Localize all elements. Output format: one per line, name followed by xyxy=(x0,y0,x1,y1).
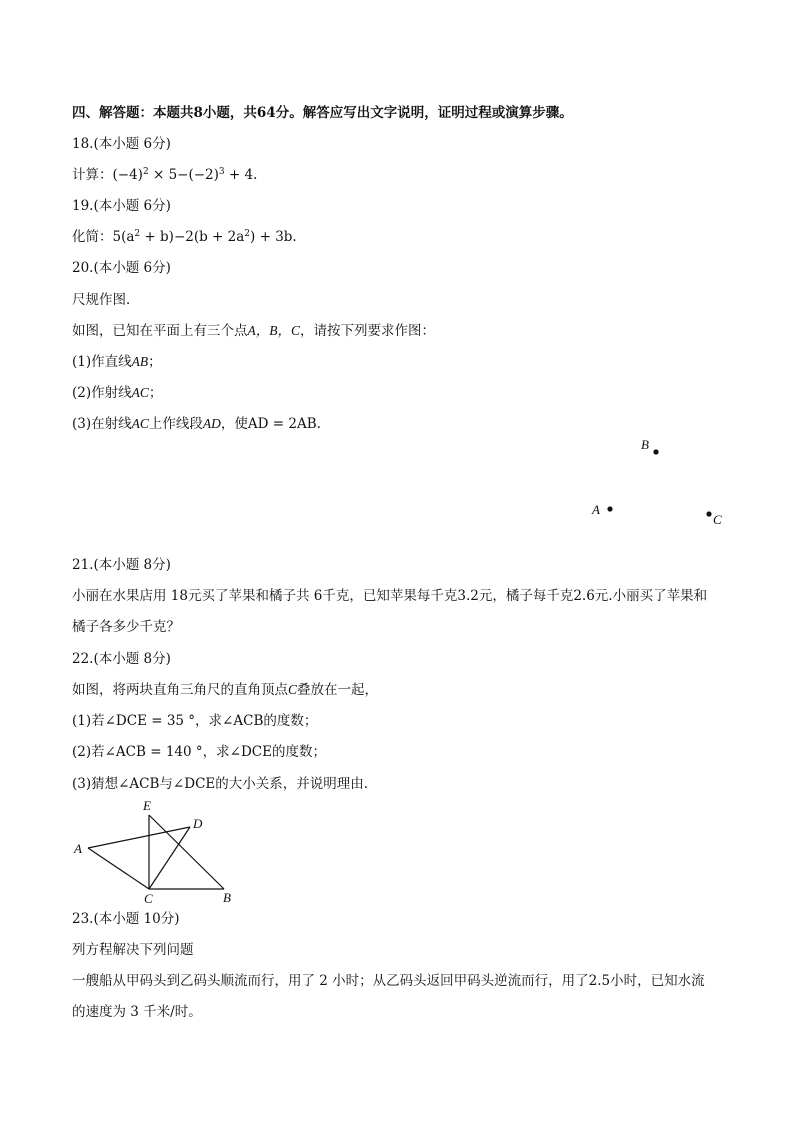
q22-label-e: E xyxy=(143,798,151,813)
q23-title: 列方程解决下列问题 xyxy=(72,942,194,958)
section-header: 四、解答题：本题共8小题，共64分。解答应写出文字说明，证明过程或演算步骤。 xyxy=(72,105,573,121)
q20-item-3: (3)在射线AC上作线段AD，使AD = 2AB. xyxy=(72,416,321,432)
q22-segment-ac xyxy=(88,848,149,889)
q23-heading: 23.(本小题 10分) xyxy=(72,911,180,927)
q20-heading: 20.(本小题 6分) xyxy=(72,260,171,276)
q20-item-1: (1)作直线AB； xyxy=(72,354,162,370)
q20-label-c: C xyxy=(713,512,722,527)
q22-intro: 如图，将两块直角三角尺的直角顶点C叠放在一起， xyxy=(72,682,379,698)
q23-line-1: 一艘船从甲码头到乙码头顺流而行，用了 2 小时；从乙码头返回甲码头逆流而行，用了2.5小时，已知水流 xyxy=(72,973,705,989)
q20-item-2: (2)作射线AC； xyxy=(72,385,163,401)
q23-line-2: 的速度为 3 千米/时。 xyxy=(72,1004,202,1020)
q20-intro: 如图，已知在平面上有三个点A，B，C，请按下列要求作图： xyxy=(72,323,435,339)
q18-heading: 18.(本小题 6分) xyxy=(72,136,171,152)
q21-heading: 21.(本小题 8分) xyxy=(72,557,171,573)
q20-title: 尺规作图． xyxy=(72,292,140,308)
q20-label-b: B xyxy=(641,437,649,452)
q21-line-1: 小丽在水果店用 18元买了苹果和橘子共 6千克，已知苹果每千克3.2元，橘子每千克2.6元.小丽买了苹果和 xyxy=(72,588,708,604)
q22-item-3: (3)猜想∠ACB与∠DCE的大小关系，并说明理由． xyxy=(72,776,378,792)
q20-label-a: A xyxy=(592,502,600,517)
q21-line-2: 橘子各多少千克？ xyxy=(72,619,180,635)
q18-expression: 计算：$(-4)^2 \times 5-(-2)^3 + 4$. xyxy=(72,167,258,183)
q22-segment-eb xyxy=(149,815,224,889)
q22-label-c: C xyxy=(144,891,153,906)
q22-segment-ad xyxy=(88,827,190,848)
q19-expression: 化简：$5(a^2 + b)-2(b + 2a^2) + 3b$. xyxy=(72,229,297,245)
q19-heading: 19.(本小题 6分) xyxy=(72,198,171,214)
q22-item-1: (1)若∠DCE = 35 °，求∠ACB的度数； xyxy=(72,713,318,729)
q22-label-d: D xyxy=(193,816,203,831)
q22-label-b: B xyxy=(223,890,231,905)
q22-item-2: (2)若∠ACB = 140 °，求∠DCE的度数； xyxy=(72,744,326,760)
q22-heading: 22.(本小题 8分) xyxy=(72,651,171,667)
q22-label-a: A xyxy=(74,841,82,856)
q22-segment-cd xyxy=(149,827,190,889)
